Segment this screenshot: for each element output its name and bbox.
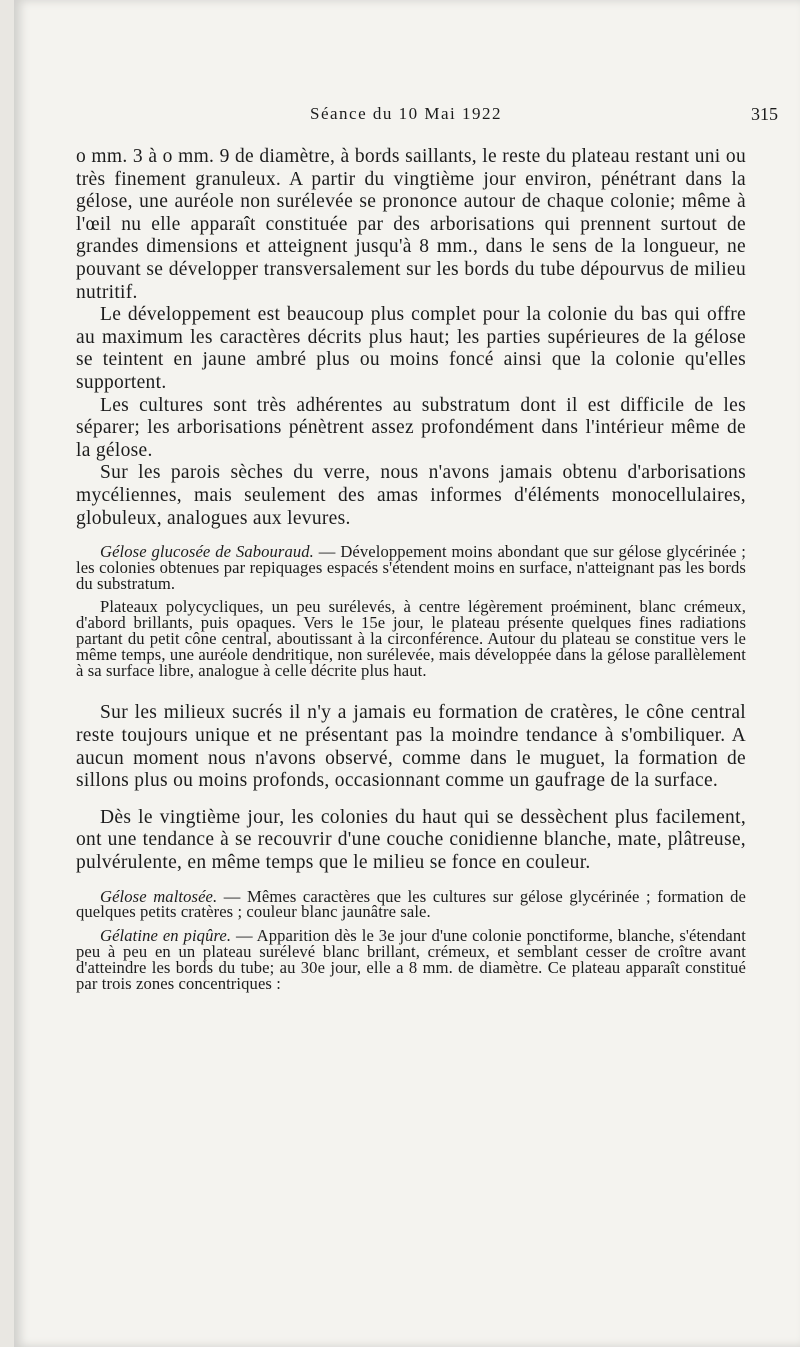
paragraph-maltose: Gélose maltosée. — Mêmes caractères que les cultures sur gélose glycérinée ; formation de quelques petits cratères ; couleur blanc jaunâtre sale. [76,886,747,922]
section-heading-gelatin: Gélatine en piqûre. [100,926,232,946]
paragraph-twentieth-day: Dès le vingtième jour, les colonies du haut qui se dessèchent plus facilement, ont une tendance à se recouvrir d'une couche conidienne blanche, mate, plâtreuse, pulvérulente, en même temps que le milieu se fonce en couleur. [76,806,746,874]
paragraph-sabouraud: Gélose glucosée de Sabouraud. — Développement moins abondant que sur gélose glycérinée ; les colonies obtenues par repiquages espacés s'étendent moins en surface, n'atteignant pas les bords du substratum. [76,542,746,593]
paragraph-polycyclic-plateaux: Plateaux polycycliques, un peu surélevés, à centre légèrement proéminent, blanc crémeux, d'abord brillants, puis opaques. Vers le 15e jour, le plateau présente quelques fines radiations partant du petit cône central, aboutissant à la circonférence. Autour du plateau se constitue vers le même temps, une auréole dendritique, non surélevée, mais développée dans la gélose parallèlement à sa surface libre, analogue à celle décrite plus haut. [76,597,746,680]
book-page [14,0,800,1347]
section-heading-sabouraud: Gélose glucosée de Sabouraud. [100,542,314,562]
page-header [14,104,800,134]
page-number: 315 [751,104,778,124]
running-title: Séance du 10 Mai 1922 [310,104,503,123]
paragraph-adherence: Les cultures sont très adhérentes au substratum dont il est difficile de les séparer; les arborisations pénètrent assez profondément dans l'intérieur même de la gélose. [76,394,746,461]
paragraph-gelatin: Gélatine en piqûre. — Apparition dès le 3e jour d'une colonie ponctiforme, blanche, s'étendant peu à peu en un plateau surélevé blanc brillant, crémeux, et semblant cesser de croître avant d'atteindre les bords du tube; au 30e jour, elle a 8 mm. de diamètre. Ce plateau apparaît constitué par trois zones concentriques : [76,926,746,993]
paragraph-glass-walls: Sur les parois sèches du verre, nous n'avons jamais obtenu d'arborisations mycéliennes, mais seulement des amas informes d'éléments monocellulaires, globuleux, analogues aux levures. [76,462,746,529]
paragraph-lower-colony: Le développement est beaucoup plus complet pour la colonie du bas qui offre au maximum les caractères décrits plus haut; les parties supérieures de la gélose se teintent en jaune ambré plus ou moins foncé ainsi que la colonie qu'elles supportent. [76,304,746,393]
page-content [76,146,746,991]
section-heading-maltose: Gélose maltosée. [100,886,218,906]
paragraph-sugar-media: Sur les milieux sucrés il n'y a jamais eu formation de cratères, le cône central reste toujours unique et ne présentant pas la moindre tendance à s'ombiliquer. A aucun moment nous n'avons observé, comme dans le muguet, la formation de sillons plus ou moins profonds, occasionnant comme un gaufrage de la surface. [76,702,746,792]
paragraph-colony-description: o mm. 3 à o mm. 9 de diamètre, à bords saillants, le reste du plateau restant uni ou très finement granuleux. A partir du vingtième jour environ, pénétrant dans la gélose, une auréole non surélevée se prononce autour de chaque colonie; même à l'œil nu elle apparaît constituée par des arborisations qui prennent surtout de grandes dimensions et atteignent jusqu'à 8 mm., dans le sens de la longueur, ne pouvant se développer transversalement sur les bords du tube dépourvus de milieu nutritif. [76,146,746,303]
